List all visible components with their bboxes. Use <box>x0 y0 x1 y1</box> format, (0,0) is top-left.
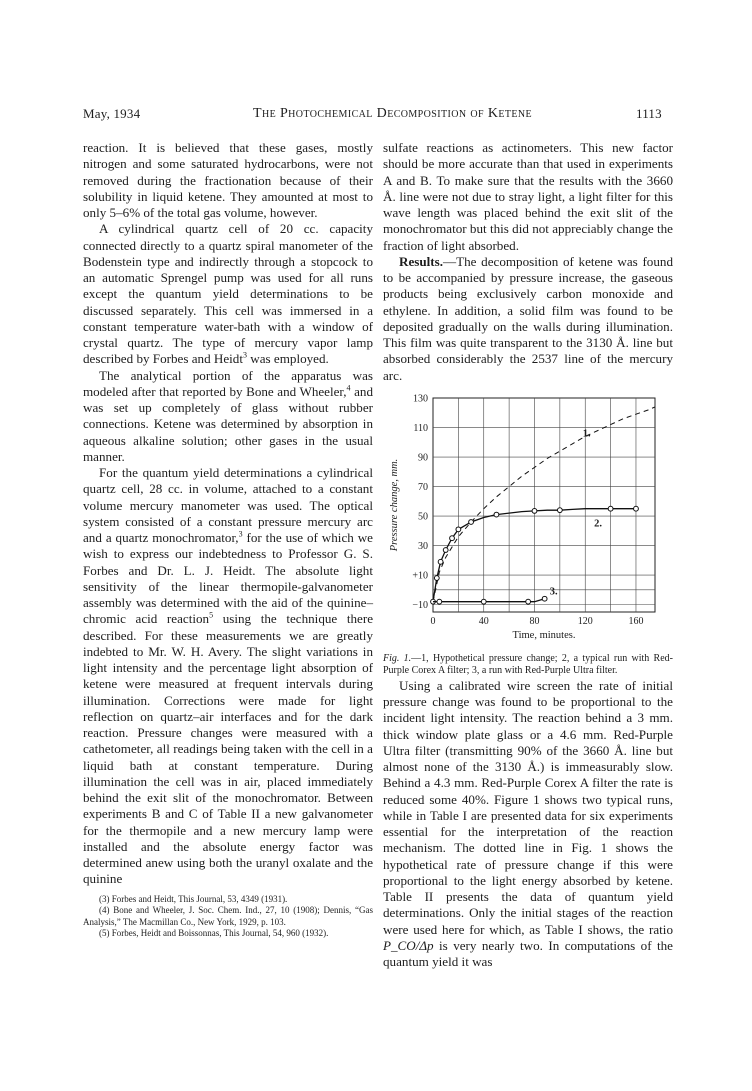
x-axis-label: Time, minutes. <box>512 629 576 641</box>
paragraph: sulfate reactions as actinometers. This new factor should be more accurate than that used in experiments A and B. To make sure that the results with the 3660 Å. line were not due to stray light, a light filter for this wave length was placed behind the exit slit of the monochromator but this did not appreciably change the fraction of light absorbed. <box>383 140 673 253</box>
right-column <box>383 140 673 970</box>
series-label: 1. <box>582 428 591 440</box>
footnote-ref[interactable]: 4 <box>346 383 351 393</box>
y-tick-label: 110 <box>413 422 428 434</box>
data-point <box>456 527 461 532</box>
data-point <box>443 547 448 552</box>
paragraph: reaction. It is believed that these gases, mostly nitrogen and some saturated hydrocarbons, were not removed during the fractionation because of their solubility in liquid ketene. They amounted at most to only 5–6% of the total gas volume, however. <box>83 140 373 220</box>
data-point <box>526 599 531 604</box>
y-tick-label: 130 <box>413 393 428 405</box>
y-axis-label: Pressure change, mm. <box>389 458 400 552</box>
data-point <box>634 506 639 511</box>
y-tick-label: −10 <box>412 599 428 611</box>
data-point <box>450 536 455 541</box>
figure-caption: Fig. 1.—1, Hypothetical pressure change; 2, a typical run with Red-Purple Corex A filter; 3, a run with Red-Purple Ultra filter. <box>383 652 673 677</box>
section-heading: Results. <box>399 253 444 269</box>
y-tick-label: 50 <box>418 511 428 523</box>
data-point <box>542 596 547 601</box>
figure-caption-label: Fig. 1. <box>383 652 412 664</box>
footnotes <box>83 894 373 940</box>
footnote-ref[interactable]: 3 <box>238 529 243 539</box>
paragraph: For the quantum yield determinations a cylindrical quartz cell, 28 cc. in volume, attached to a constant volume mercury manometer was used. The optical system consisted of a constant pressure mercury arc and a quartz monochromator,$^3$ for the use of which we wish to express our indebtedness to Professor G. S. Forbes and Dr. L. J. Heidt. The absolute light sensitivity of the linear thermopile-galvanometer assembly was determined with the aid of the quinine–chromic acid reaction$^5$ using the technique there described. For these measurements we are greatly indebted to Mr. W. H. Avery. The slight variations in light intensity and the percentage light absorption of ketene were measured at frequent intervals during illumination. Corrections were made for light reflection on quartz–air interfaces and for the dark reaction. Pressure changes were measured with a cathetometer, all readings being taken with the cell in a liquid bath at constant temperature. During illumination the cell was in air, placed immediately behind the exit slit of the monochromator. Between experiments B and C of Table II a new galvanometer for the thermopile and a new mercury lamp were installed and the absolute energy factor was determined anew using both the uranyl oxalate and the quinine <box>83 465 374 887</box>
data-point <box>438 559 443 564</box>
data-point <box>469 519 474 524</box>
x-tick-label: 120 <box>577 615 593 627</box>
x-tick-label: 40 <box>478 615 489 627</box>
paragraph: Using a calibrated wire screen the rate of initial pressure change was found to be proportional to the incident light intensity. The reaction behind a 3 mm. thick window plate glass or a 4.6 mm. Red-Purple Ultra filter (transmitting 90% of the 3660 Å. line but almost none of the 3130 Å.) is immeasurably slow. Behind a 4.3 mm. Red-Purple Corex A filter the rate is reduced some 40%. Figure 1 shows two typical runs, while in Table I are presented data for six experiments essential for the interpretation of the reaction mechanism. The dotted line in Fig. 1 shows the hypothetical rate of pressure change if this were proportional to the light energy absorbed by ketene. Table II presents the data of quantum yield determinations. Only the initial stages of the reaction were used here for which, as Table I shows, the ratio P_CO/Δp is very nearly two. In computations of the quantum yield it was <box>383 677 673 969</box>
y-tick-label: +10 <box>412 570 428 582</box>
data-point <box>437 599 442 604</box>
ratio-expression: P_CO/Δp <box>383 937 434 953</box>
data-point <box>494 512 499 517</box>
data-point <box>434 575 439 580</box>
plot-frame <box>433 398 655 612</box>
series-label: 2. <box>594 518 602 530</box>
data-point <box>481 599 486 604</box>
data-point <box>532 508 537 513</box>
running-header-title: The Photochemical Decomposition of Ketene <box>253 106 532 121</box>
series-line <box>433 407 655 602</box>
series-label: 3. <box>549 586 558 598</box>
footnote: (3) Forbes and Heidt, This Journal, 53, 4349 (1931). <box>99 893 288 904</box>
footnote-ref[interactable]: 5 <box>209 610 214 620</box>
data-point <box>557 508 562 513</box>
y-tick-label: 70 <box>418 481 428 493</box>
paragraph: Results.—The decomposition of ketene was found to be accompanied by pressure increase, the gaseous products being exclusively carbon monoxide and ethylene. In addition, a solid film was found to be deposited gradually on the walls during illumination. This film was quite transparent to the 3130 Å. line but absorbed considerably the 2537 line of the mercury arc. <box>383 253 673 383</box>
running-header-date: May, 1934 <box>83 106 141 121</box>
footnote: (5) Forbes, Heidt and Boissonnas, This Journal, 54, 960 (1932). <box>99 928 329 938</box>
figure-1 <box>383 388 673 653</box>
footnote-ref[interactable]: 3 <box>243 350 247 360</box>
left-column <box>83 140 373 940</box>
y-tick-label: 90 <box>418 452 428 464</box>
y-tick-label: 30 <box>418 540 428 552</box>
paragraph: A cylindrical quartz cell of 20 cc. capacity connected directly to a quartz spiral manometer of the Bodenstein type and indirectly through a stopcock to an automatic Sprengel pump was used for all runs except the quantum yield determinations to be discussed separately. This cell was immersed in a constant temperature water-bath with a window of crystal quartz. The type of mercury vapor lamp described by Forbes and Heidt$^3$ was employed. <box>83 221 373 367</box>
x-tick-label: 0 <box>430 615 436 627</box>
footnote: (4) Bone and Wheeler, J. Soc. Chem. Ind., 27, 10 (1908); Dennis, “Gas Analysis,” The Macmillan Co., New York, 1929, p. 103. <box>83 905 373 927</box>
page-number: 1113 <box>636 106 662 121</box>
data-point <box>608 506 613 511</box>
paragraph: The analytical portion of the apparatus was modeled after that reported by Bone and Wheeler,$^4$ and was set up completely of glass without rubber connections. Ketene was determined by absorption in aqueous alkaline solution; other gases in the usual manner. <box>83 367 373 464</box>
x-tick-label: 160 <box>628 615 644 627</box>
pressure-chart <box>383 388 673 653</box>
x-tick-label: 80 <box>529 615 540 627</box>
